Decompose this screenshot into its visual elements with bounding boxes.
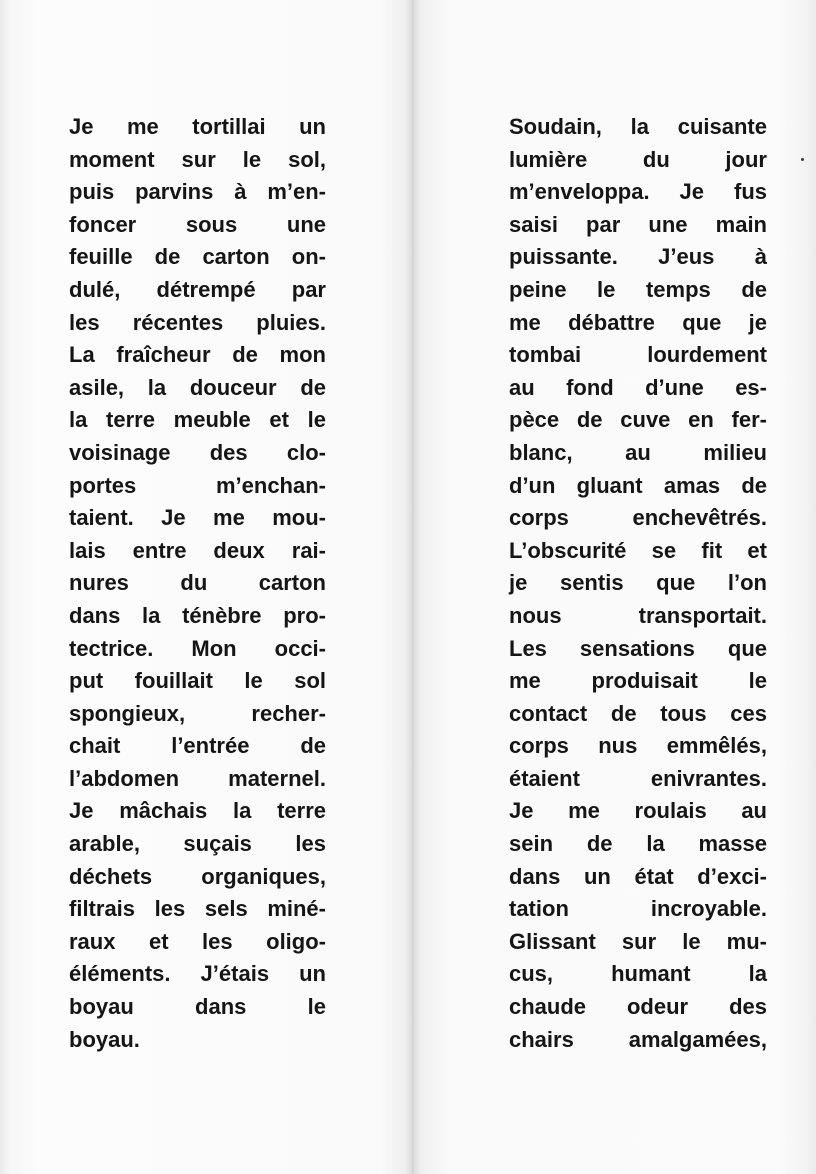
text-line: tectrice. Mon occi- bbox=[69, 635, 326, 661]
text-line: La fraîcheur de mon bbox=[69, 342, 326, 368]
text-line: au fond d’une es- bbox=[509, 374, 767, 400]
text-line: lais entre deux rai- bbox=[69, 537, 326, 563]
text-line: corps nus emmêlés, bbox=[509, 733, 767, 759]
left-page-text bbox=[69, 111, 326, 1056]
text-line: dans un état d’exci- bbox=[509, 863, 767, 889]
text-line: portes m’enchan- bbox=[69, 472, 326, 498]
text-line: arable, suçais les bbox=[69, 831, 326, 857]
text-line: les récentes pluies. bbox=[69, 309, 326, 335]
text-line: dulé, détrempé par bbox=[69, 276, 326, 302]
text-line: d’un gluant amas de bbox=[509, 472, 767, 498]
text-line: taient. Je me mou- bbox=[69, 505, 326, 531]
text-line: dans la ténèbre pro- bbox=[69, 602, 326, 628]
text-line: puis parvins à m’en- bbox=[69, 179, 326, 205]
text-line: puissante. J’eus à bbox=[509, 244, 767, 270]
text-line: asile, la douceur de bbox=[69, 374, 326, 400]
right-page-text bbox=[509, 111, 767, 1056]
text-line: L’obscurité se fit et bbox=[509, 537, 767, 563]
text-line: cus, humant la bbox=[509, 961, 767, 987]
text-line: nous transportait. bbox=[509, 602, 767, 628]
text-line: boyau dans le bbox=[69, 994, 326, 1020]
text-line: boyau. bbox=[69, 1026, 140, 1052]
text-line: spongieux, recher- bbox=[69, 700, 326, 726]
text-line: pèce de cuve en fer- bbox=[509, 407, 767, 433]
center-fold bbox=[412, 0, 414, 1174]
text-line: je sentis que l’on bbox=[509, 570, 767, 596]
text-line: chairs amalgamées, bbox=[509, 1026, 767, 1052]
text-line: nures du carton bbox=[69, 570, 326, 596]
text-line: Je me roulais au bbox=[509, 798, 767, 824]
text-line: Glissant sur le mu- bbox=[509, 928, 767, 954]
text-line: corps enchevêtrés. bbox=[509, 505, 767, 531]
text-line: étaient enivrantes. bbox=[509, 765, 767, 791]
text-line: chaude odeur des bbox=[509, 994, 767, 1020]
text-line: blanc, au milieu bbox=[509, 439, 767, 465]
text-line: saisi par une main bbox=[509, 211, 767, 237]
text-line: me débattre que je bbox=[509, 309, 767, 335]
text-line: filtrais les sels miné- bbox=[69, 896, 326, 922]
text-line: déchets organiques, bbox=[69, 863, 326, 889]
text-line: tation incroyable. bbox=[509, 896, 767, 922]
text-line: Soudain, la cuisante bbox=[509, 114, 767, 139]
text-line: raux et les oligo- bbox=[69, 928, 326, 954]
text-line: sein de la masse bbox=[509, 831, 767, 857]
text-line: voisinage des clo- bbox=[69, 439, 326, 465]
text-line: m’enveloppa. Je fus bbox=[509, 179, 767, 205]
ink-speck bbox=[801, 158, 804, 161]
text-line: chait l’entrée de bbox=[69, 733, 326, 759]
text-line: Les sensations que bbox=[509, 635, 767, 661]
text-line: éléments. J’étais un bbox=[69, 961, 326, 987]
text-line: contact de tous ces bbox=[509, 700, 767, 726]
text-line: moment sur le sol, bbox=[69, 146, 326, 172]
text-line: Je mâchais la terre bbox=[69, 798, 326, 824]
text-line: peine le temps de bbox=[509, 276, 767, 302]
text-line: la terre meuble et le bbox=[69, 407, 326, 433]
text-line: foncer sous une bbox=[69, 211, 326, 237]
text-line: tombai lourdement bbox=[509, 342, 767, 368]
text-line: lumière du jour bbox=[509, 146, 767, 172]
text-line: feuille de carton on- bbox=[69, 244, 326, 270]
text-line: me produisait le bbox=[509, 668, 767, 694]
text-line: Je me tortillai un bbox=[69, 114, 326, 139]
text-line: l’abdomen maternel. bbox=[69, 765, 326, 791]
text-line: put fouillait le sol bbox=[69, 668, 326, 694]
